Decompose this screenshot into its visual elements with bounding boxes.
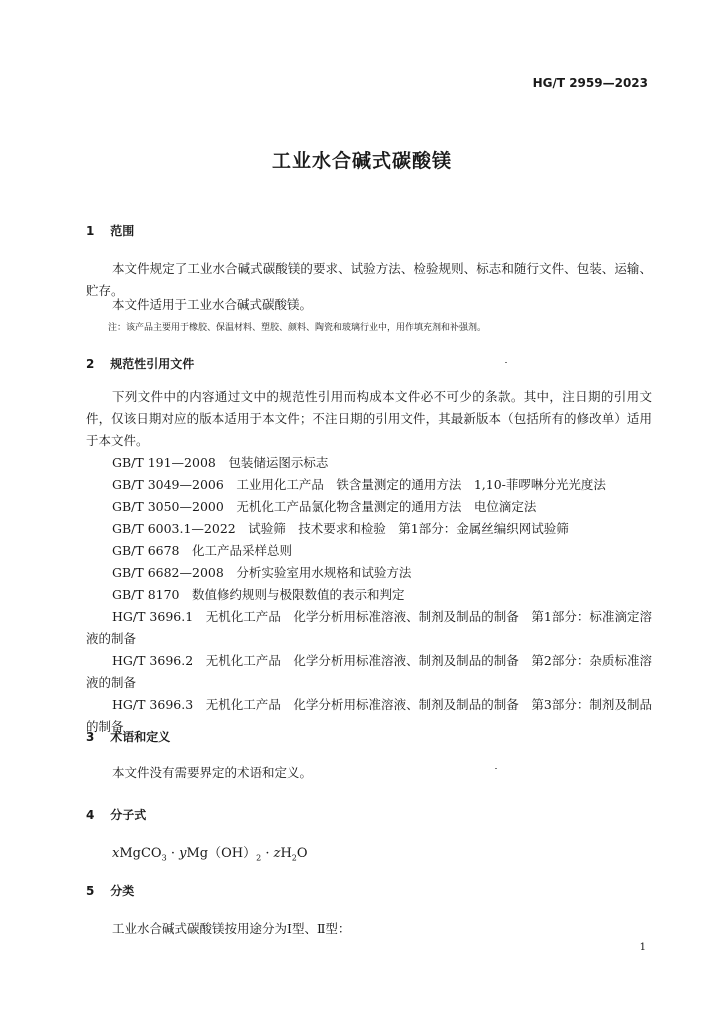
scope-note: 注：该产品主要用于橡胶、保温材料、塑胶、颜料、陶瓷和玻璃行业中，用作填充剂和补强剂。 <box>108 323 487 333</box>
standard-code: HG/T 2959—2023 <box>532 76 648 90</box>
section-heading-normative <box>86 355 194 372</box>
reference-item: GB/T 3049—2006 工业用化工产品 铁含量测定的通用方法 1,10-菲啰啉分光光度法 <box>112 477 606 492</box>
reference-item: HG/T 3696.2 无机化工产品 化学分析用标准溶液、制剂及制品的制备 第2部分：杂质标准溶液的制备 <box>86 653 652 690</box>
section-title: 分类 <box>110 884 135 898</box>
section-number: 2 <box>86 357 95 371</box>
reference-item: GB/T 8170 数值修约规则与极限数值的表示和判定 <box>112 587 405 602</box>
section-heading-terms <box>86 728 170 745</box>
section-number: 4 <box>86 808 95 822</box>
reference-item: GB/T 6003.1—2022 试验筛 技术要求和检验 第1部分：金属丝编织网试验筛 <box>112 521 569 536</box>
scan-speck <box>505 362 507 363</box>
section-number: 1 <box>86 224 95 238</box>
reference-item: GB/T 3050—2000 无机化工产品氯化物含量测定的通用方法 电位滴定法 <box>112 499 537 514</box>
reference-item: HG/T 3696.3 无机化工产品 化学分析用标准溶液、制剂及制品的制备 第3部分：制剂及制品的制备 <box>86 697 652 734</box>
section-heading-formula <box>86 806 146 823</box>
scope-paragraph-2: 本文件适用于工业水合碱式碳酸镁。 <box>112 297 313 312</box>
page-number: 1 <box>639 942 646 953</box>
section-number: 5 <box>86 884 95 898</box>
section-number: 3 <box>86 730 95 744</box>
classification-paragraph: 工业水合碱式碳酸镁按用途分为Ⅰ型、Ⅱ型： <box>112 921 351 936</box>
normative-intro: 下列文件中的内容通过文中的规范性引用而构成本文件必不可少的条款。其中，注日期的引用文件，仅该日期对应的版本适用于本文件；不注日期的引用文件，其最新版本（包括所有的修改单）适用于本文件。 <box>86 389 652 448</box>
section-title: 规范性引用文件 <box>110 357 195 371</box>
scan-speck <box>495 768 497 769</box>
scope-paragraph-1: 本文件规定了工业水合碱式碳酸镁的要求、试验方法、检验规则、标志和随行文件、包装、运输、贮存。 <box>86 261 652 298</box>
reference-item: GB/T 6678 化工产品采样总则 <box>112 543 293 558</box>
section-title: 范围 <box>110 224 135 238</box>
reference-item: GB/T 6682—2008 分析实验室用水规格和试验方法 <box>112 565 412 580</box>
section-heading-classification <box>86 882 134 899</box>
reference-item: GB/T 191—2008 包装储运图示标志 <box>112 455 329 470</box>
section-title: 术语和定义 <box>110 730 171 744</box>
terms-paragraph: 本文件没有需要界定的术语和定义。 <box>112 765 313 780</box>
document-title: 工业水合碱式碳酸镁 <box>271 150 452 172</box>
section-title: 分子式 <box>110 808 147 822</box>
reference-item: HG/T 3696.1 无机化工产品 化学分析用标准溶液、制剂及制品的制备 第1部分：标准滴定溶液的制备 <box>86 609 652 646</box>
molecular-formula: xMgCO$_3$ · $yMg(OH)_2 \cdot zH_2O$ <box>112 846 308 863</box>
section-heading-scope <box>86 222 134 239</box>
